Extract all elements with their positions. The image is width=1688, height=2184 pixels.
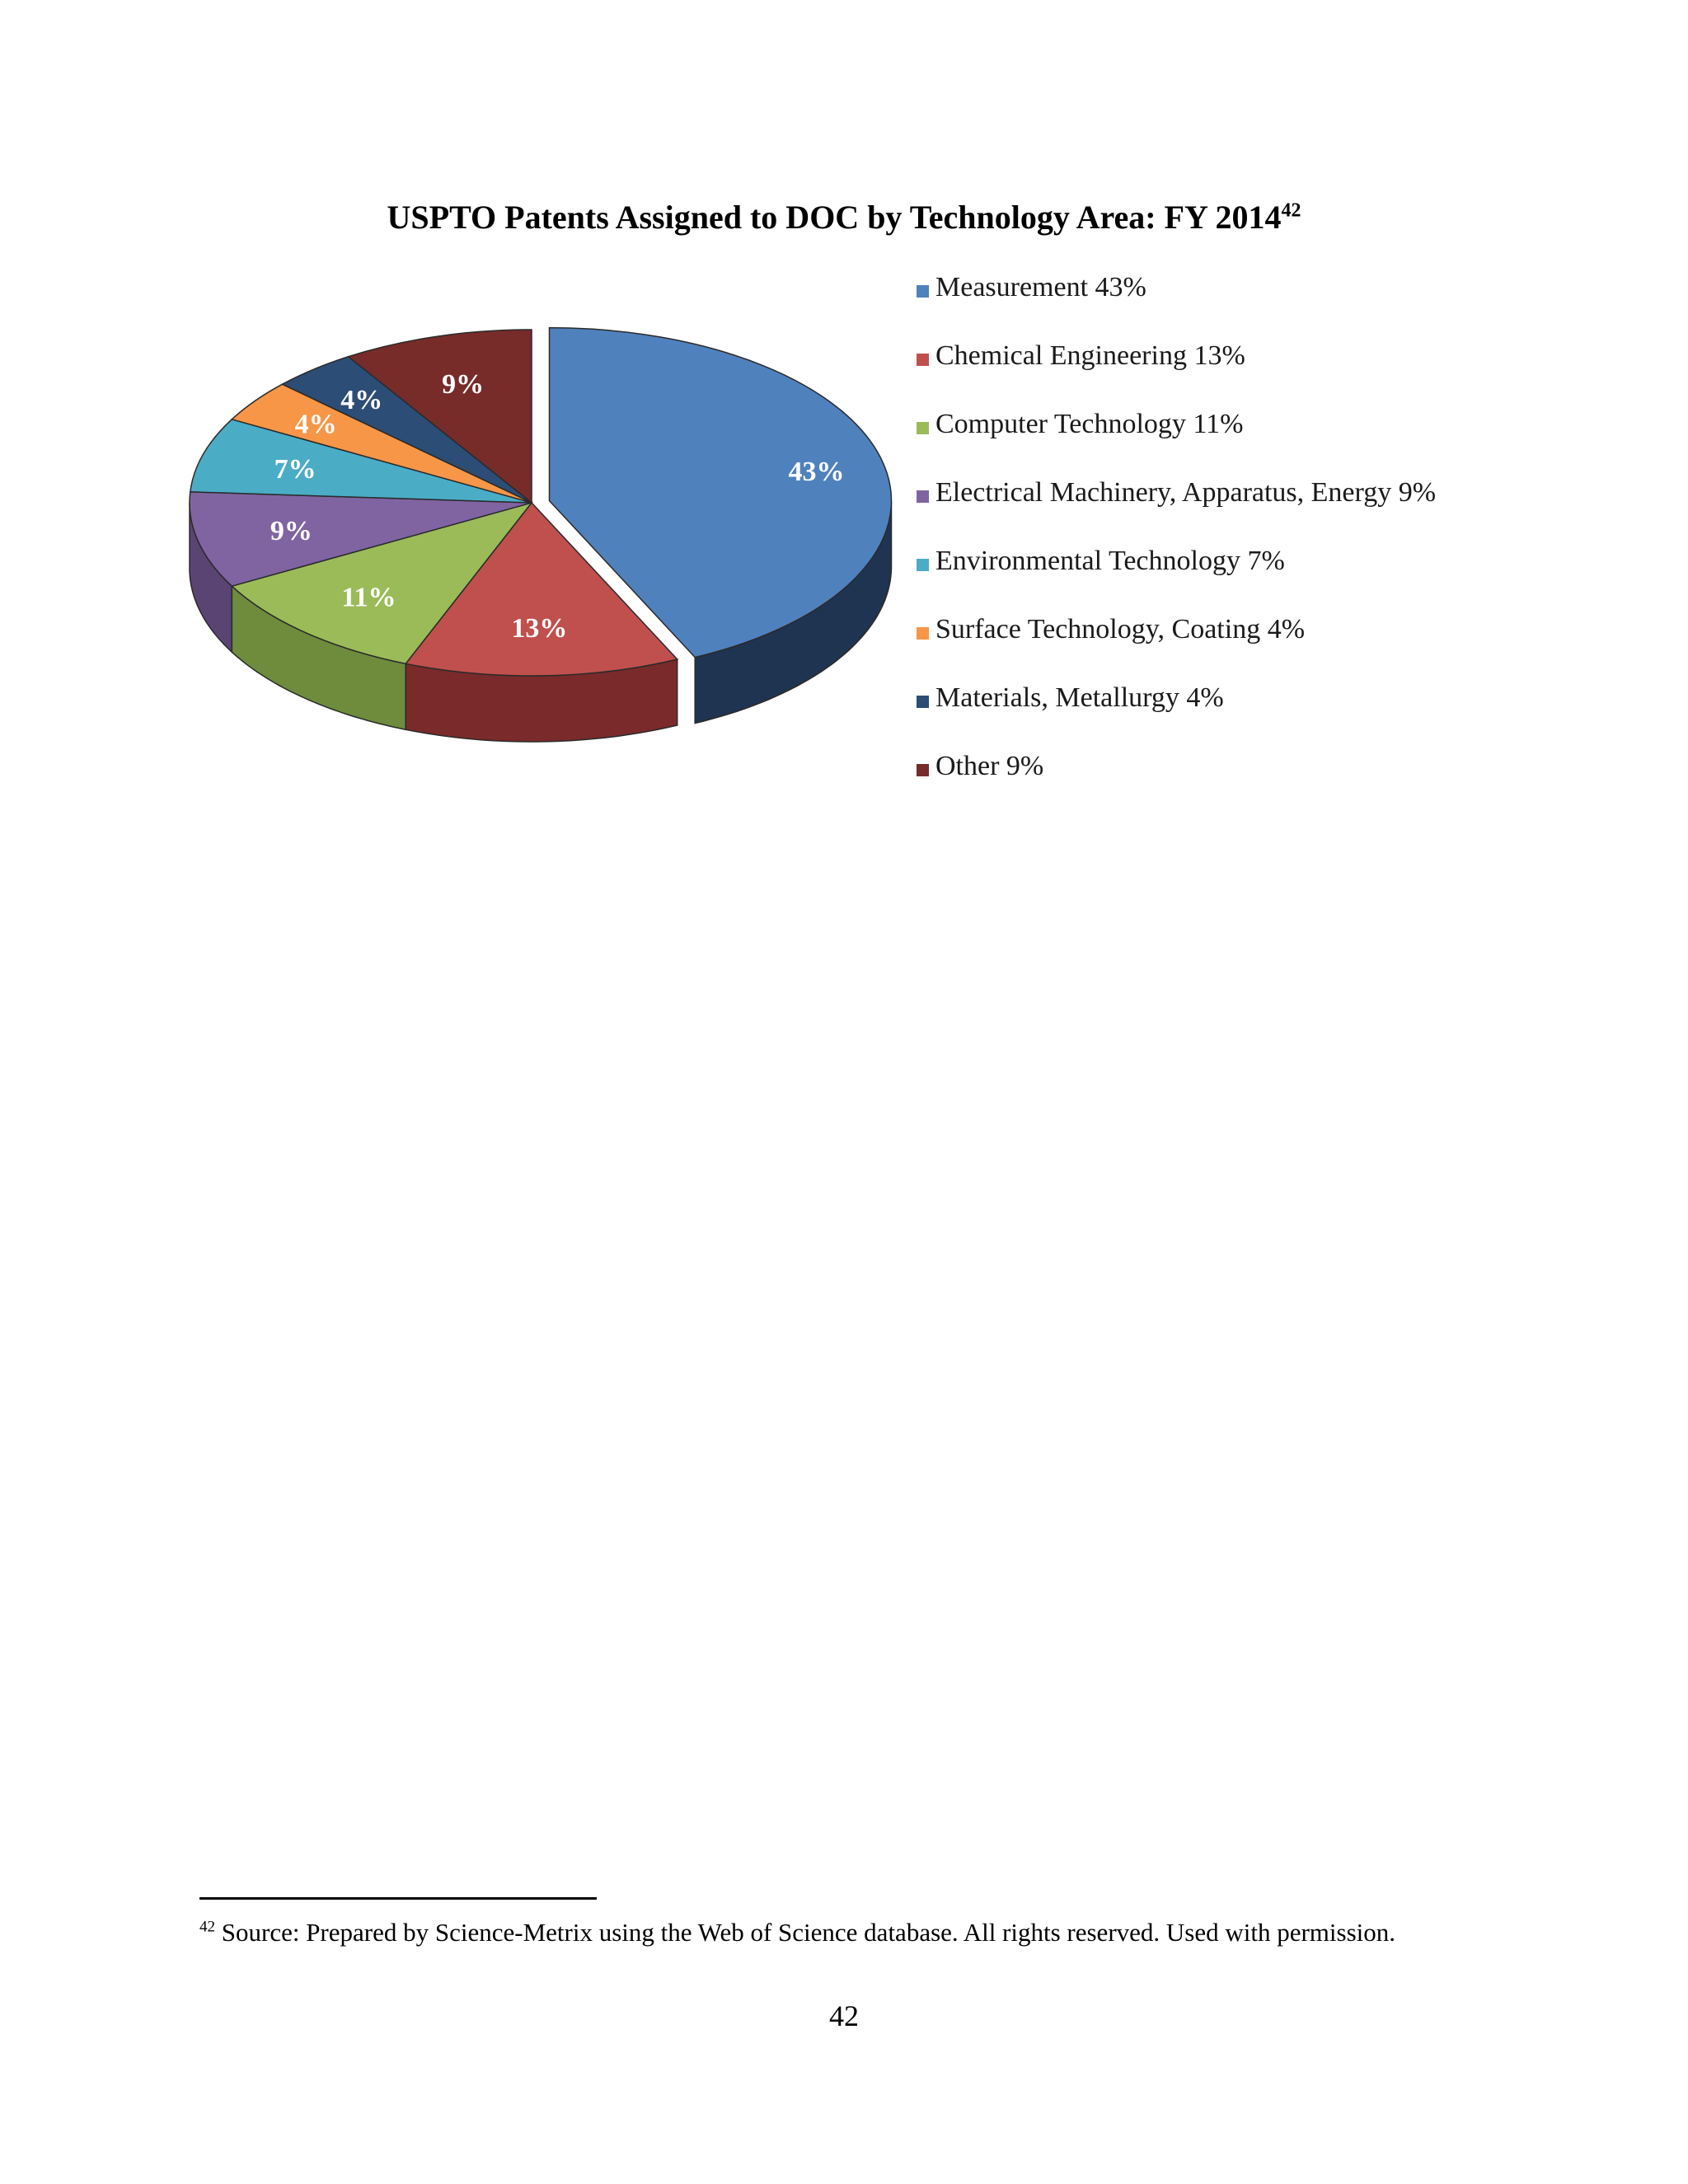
legend-label: Computer Technology 11% xyxy=(935,409,1244,439)
pie-value-label-5: 4% xyxy=(294,409,337,440)
footnote-text: Source: Prepared by Science-Metrix using the Web of Science database. All rights reserved. Used with permission. xyxy=(221,1918,1396,1947)
page-number: 42 xyxy=(829,1999,859,2032)
chart-title xyxy=(0,198,1688,237)
pie-value-label-2: 11% xyxy=(341,582,396,613)
legend-swatch xyxy=(917,559,929,571)
legend-item xyxy=(917,409,1436,477)
legend-label: Materials, Metallurgy 4% xyxy=(935,682,1224,713)
legend-label: Chemical Engineering 13% xyxy=(935,340,1245,371)
legend-item xyxy=(917,751,1436,819)
legend-swatch xyxy=(917,490,929,503)
footnote xyxy=(199,1916,1469,1949)
legend-item xyxy=(917,477,1436,546)
legend-item xyxy=(917,272,1436,340)
chart-title-text: USPTO Patents Assigned to DOC by Technology Area: FY 2014 xyxy=(387,199,1282,236)
legend-item xyxy=(917,614,1436,682)
pie-value-label-7: 9% xyxy=(442,368,485,400)
pie-value-label-6: 4% xyxy=(340,384,383,415)
legend-swatch xyxy=(917,696,929,708)
legend-label: Measurement 43% xyxy=(935,272,1146,302)
legend-swatch xyxy=(917,422,929,434)
legend-label: Surface Technology, Coating 4% xyxy=(935,614,1306,644)
chart-legend xyxy=(917,272,1436,819)
pie-value-label-4: 7% xyxy=(274,453,316,485)
legend-item xyxy=(917,682,1436,751)
legend-swatch xyxy=(917,354,929,366)
legend-label: Other 9% xyxy=(935,751,1044,781)
legend-label: Environmental Technology 7% xyxy=(935,546,1285,576)
footnote-marker: 42 xyxy=(199,1918,215,1936)
legend-swatch xyxy=(917,627,929,640)
legend-swatch xyxy=(917,764,929,776)
legend-swatch xyxy=(917,285,929,298)
legend-item xyxy=(917,546,1436,614)
footnote-divider xyxy=(199,1897,597,1900)
pie-value-label-1: 13% xyxy=(511,613,568,644)
pie-chart xyxy=(185,309,919,762)
title-footnote-marker: 42 xyxy=(1281,199,1301,222)
legend-label: Electrical Machinery, Apparatus, Energy 9% xyxy=(935,477,1437,508)
legend-item xyxy=(917,340,1436,409)
pie-value-label-0: 43% xyxy=(788,456,845,487)
pie-value-label-3: 9% xyxy=(270,516,312,546)
